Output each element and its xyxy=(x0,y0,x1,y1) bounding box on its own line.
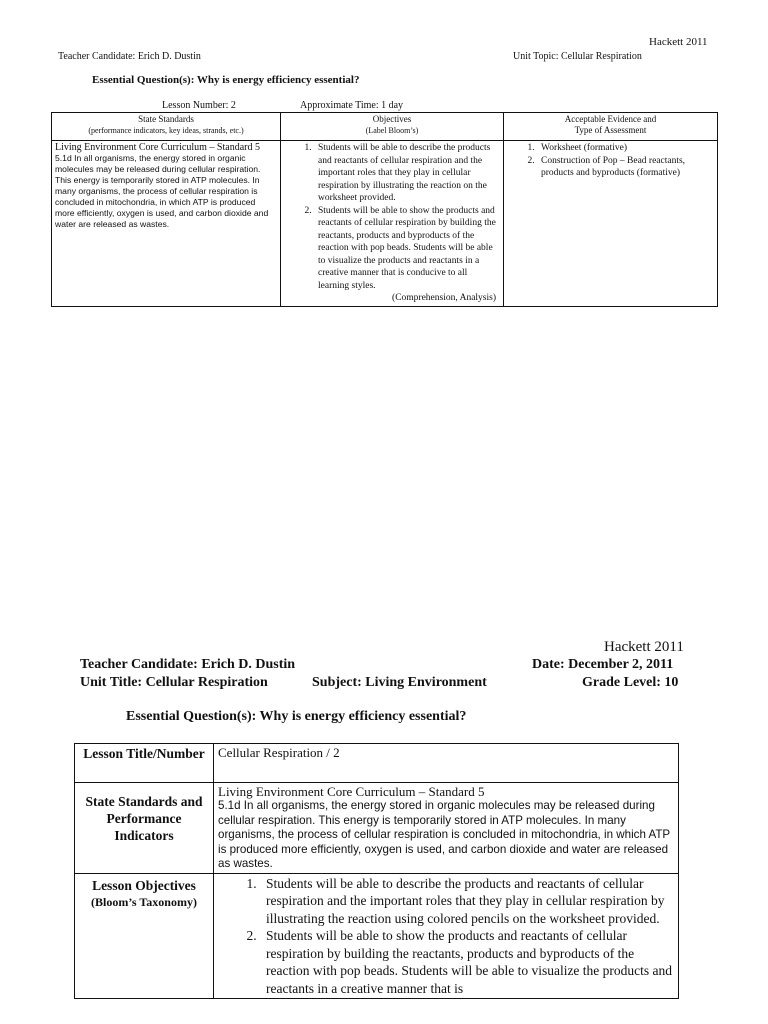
page2-essential-question: Essential Question(s): Why is energy efficiency essential? xyxy=(126,709,467,724)
lesson-objectives-sub: (Bloom’s Taxonomy) xyxy=(91,894,197,909)
page2-objective-item: 1. Students will be able to describe the products and reactants of cellular respiration and the important roles that they play in cellular respiration by illustrating the reaction using colored pencils on the worksheet provided. xyxy=(260,875,674,928)
page1-teacher-candidate: Teacher Candidate: Erich D. Dustin xyxy=(58,51,201,62)
lesson-title-row xyxy=(75,744,679,783)
page1-objective-item: 2. Students will be able to show the products and reactants of cellular respiration by building the reactants, products and byproducts of the reaction with pop beads. Students will be able to visualize the products and reactants in a creative manner that is conducive to all learning styles. xyxy=(314,205,500,293)
page2-standards-body: 5.1d In all organisms, the energy stored in organic molecules may be released during cellular respiration. This energy is temporarily stored in ATP molecules. In many organisms, the process of cellular respiration is concluded in mitochondria, in which ATP is produced more efficiently, oxygen is used, and carbon dioxide and water are released as wastes. xyxy=(218,799,670,871)
header-evidence xyxy=(504,113,718,141)
page2-unit-title: Unit Title: Cellular Respiration xyxy=(80,675,268,690)
page2-subject: Subject: Living Environment xyxy=(312,675,487,690)
page1-objective-item: 1. Students will be able to describe the products and reactants of cellular respiration and the important roles that they play in cellular respiration by illustrating the reaction on the worksheet provided. xyxy=(314,142,500,205)
state-standards-row xyxy=(75,783,679,874)
page1-standards-title: Living Environment Core Curriculum – Standard 5 xyxy=(55,142,260,153)
page1-standards-body: 5.1d In all organisms, the energy stored in organic molecules may be released during cellular respiration. This energy is temporarily stored in ATP molecules. In many organisms, the process of cellular respiration is concluded in mitochondria, in which ATP is produced more efficiently, oxygen is used, and carbon dioxide and water are released as wastes. xyxy=(55,153,269,229)
page2-grade-level: Grade Level: 10 xyxy=(582,675,679,690)
state-standards-label: State Standards and Performance Indicators xyxy=(75,783,214,874)
lesson-objectives-cell xyxy=(214,873,679,999)
header-evidence-sub: Type of Assessment xyxy=(574,125,647,135)
page1-evidence-cell xyxy=(504,141,718,307)
page1-evidence-item: 2. Construction of Pop – Bead reactants, products and byproducts (formative) xyxy=(537,155,714,180)
page1-header-right: Hackett 2011 xyxy=(649,36,708,48)
page1-evidence-list xyxy=(507,142,714,180)
lesson-objectives-row xyxy=(75,873,679,999)
header-objectives-sub: (Label Bloom’s) xyxy=(365,126,419,135)
lesson-title-value: Cellular Respiration / 2 xyxy=(214,744,679,783)
header-state-standards-title: State Standards xyxy=(138,114,194,124)
lesson-objectives-label: Lesson Objectives xyxy=(92,877,196,893)
page1-lesson-table xyxy=(51,112,718,307)
page1-unit-topic: Unit Topic: Cellular Respiration xyxy=(513,51,642,62)
header-objectives-title: Objectives xyxy=(372,114,412,124)
page1-standards-cell xyxy=(52,141,281,307)
state-standards-cell xyxy=(214,783,679,874)
page2-objective-item: 2. Students will be able to show the products and reactants of cellular respiration by building the reactants, products and byproducts of the reaction with pop beads. Students will be able to visualize the products and reactants in a creative manner that is xyxy=(260,927,674,997)
page1-essential-question: Essential Question(s): Why is energy efficiency essential? xyxy=(92,74,360,86)
page1-objectives-cell xyxy=(281,141,504,307)
page1-table-header-row xyxy=(52,113,718,141)
header-objectives xyxy=(281,113,504,141)
page1-approximate-time: Approximate Time: 1 day xyxy=(300,100,404,111)
lesson-title-label: Lesson Title/Number xyxy=(75,744,214,783)
header-evidence-title: Acceptable Evidence and xyxy=(564,114,657,124)
page2-objectives-list xyxy=(218,875,674,998)
page1-objectives-list xyxy=(284,142,500,292)
page1-table-body-row xyxy=(52,141,718,307)
header-state-standards xyxy=(52,113,281,141)
page1-evidence-item: 1. Worksheet (formative) xyxy=(537,142,714,155)
header-state-standards-sub: (performance indicators, key ideas, strands, etc.) xyxy=(88,126,244,135)
page2-date: Date: December 2, 2011 xyxy=(532,657,674,672)
page1-blooms-label: (Comprehension, Analysis) xyxy=(392,293,496,303)
lesson-objectives-label-cell xyxy=(75,873,214,999)
page2-lesson-table xyxy=(74,743,679,999)
page2-standards-title: Living Environment Core Curriculum – Standard 5 xyxy=(218,784,485,799)
page2-teacher-candidate: Teacher Candidate: Erich D. Dustin xyxy=(80,657,296,672)
page2-header-right: Hackett 2011 xyxy=(604,639,684,655)
page1-lesson-number: Lesson Number: 2 xyxy=(162,100,236,111)
